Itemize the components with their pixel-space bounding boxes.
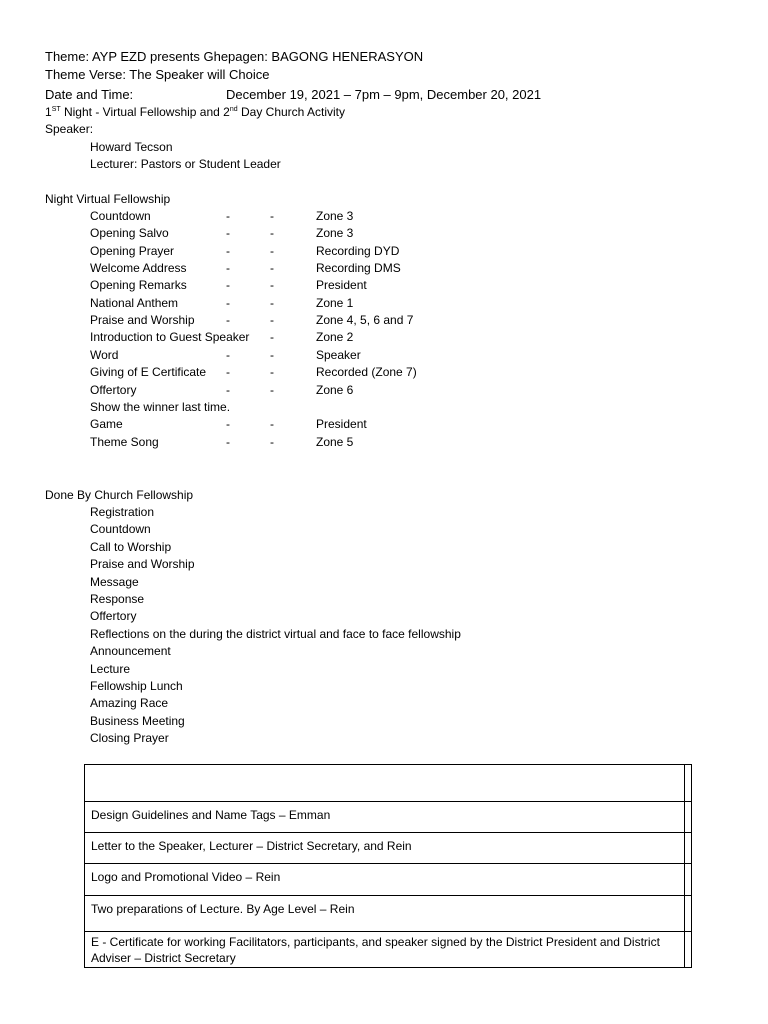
program-row xyxy=(0,312,768,329)
assignee-label: President xyxy=(316,278,367,293)
speaker-label: Speaker: xyxy=(45,122,94,136)
dash-separator: - xyxy=(270,209,274,223)
program-row xyxy=(0,277,768,294)
church-activity-item: Response xyxy=(90,592,145,606)
task-cell xyxy=(85,765,685,802)
dash-separator: - xyxy=(270,382,274,397)
dash-separator: - xyxy=(270,330,274,345)
church-activity-item: Fellowship Lunch xyxy=(90,679,183,693)
church-activity-item: Amazing Race xyxy=(90,696,169,711)
assignee-label: Zone 1 xyxy=(316,295,354,310)
task-cell xyxy=(85,932,685,968)
dash-separator: - xyxy=(226,313,230,328)
task-cell xyxy=(85,864,685,896)
task-text: Logo and Promotional Video – Rein xyxy=(91,870,281,884)
dash-separator: - xyxy=(270,434,274,449)
church-activity-item: Announcement xyxy=(90,644,171,659)
church-activity-item: Reflections on the during the district virtual and face to face fellowship xyxy=(90,626,461,641)
activity-label: National Anthem xyxy=(90,295,179,310)
activity-label: Opening Prayer xyxy=(90,243,175,258)
dash-separator: - xyxy=(270,295,274,310)
task-row xyxy=(85,896,692,932)
dash-separator: - xyxy=(270,417,274,432)
assignee-label: Zone 2 xyxy=(316,330,354,345)
night-prefix: 1 xyxy=(45,105,52,119)
lecturer-line: Lecturer: Pastors or Student Leader xyxy=(90,157,281,171)
assignee-label: Recording DMS xyxy=(316,261,401,276)
dash-separator: - xyxy=(226,209,230,223)
activity-label: Giving of E Certificate xyxy=(90,365,207,380)
task-row xyxy=(85,932,692,968)
night-superscript: ST xyxy=(51,106,61,113)
task-check-cell xyxy=(685,802,692,833)
program-row xyxy=(0,295,768,312)
theme-verse-line: Theme Verse: The Speaker will Choice xyxy=(45,67,270,82)
dash-separator: - xyxy=(226,434,230,449)
assignee-label: Recorded (Zone 7) xyxy=(316,365,417,380)
task-check-cell xyxy=(685,833,692,864)
task-text: Two preparations of Lecture. By Age Level – Rein xyxy=(91,902,355,916)
task-text: E - Certificate for working Facilitators, participants, and speaker signed by the District President and District Adviser – District Secretary xyxy=(91,935,660,965)
program-row xyxy=(0,329,768,346)
program-row xyxy=(0,347,768,364)
program-row xyxy=(0,382,768,399)
task-cell xyxy=(85,833,685,864)
task-row xyxy=(85,833,692,864)
program-row xyxy=(0,434,768,451)
church-activity-item: Countdown xyxy=(90,522,151,537)
assignee-label: Zone 4, 5, 6 and 7 xyxy=(316,313,414,328)
task-check-cell xyxy=(685,864,692,896)
task-cell xyxy=(85,896,685,932)
task-row xyxy=(85,802,692,833)
activity-label: Countdown xyxy=(90,209,151,223)
task-text: Design Guidelines and Name Tags – Emman xyxy=(91,808,331,822)
task-check-cell xyxy=(685,932,692,968)
night-mid: Night - Virtual Fellowship and 2 xyxy=(60,105,230,119)
activity-label: Welcome Address xyxy=(90,261,187,276)
speaker-name: Howard Tecson xyxy=(90,140,173,154)
program-row xyxy=(0,225,768,242)
date-value: December 19, 2021 – 7pm – 9pm, December 20, 2021 xyxy=(226,87,542,102)
dash-separator: - xyxy=(226,261,230,276)
dash-separator: - xyxy=(226,382,230,397)
church-fellowship-heading: Done By Church Fellowship xyxy=(45,488,194,502)
assignee-label: Zone 3 xyxy=(316,209,354,223)
dash-separator: - xyxy=(270,278,274,293)
church-activity-item: Message xyxy=(90,574,139,589)
dash-separator: - xyxy=(270,313,274,328)
program-row xyxy=(0,364,768,381)
dash-separator: - xyxy=(270,226,274,241)
dash-separator: - xyxy=(226,243,230,258)
dash-separator: - xyxy=(226,278,230,293)
task-row xyxy=(85,765,692,802)
activity-label: Theme Song xyxy=(90,434,159,449)
church-activity-item: Closing Prayer xyxy=(90,731,169,746)
dash-separator: - xyxy=(270,365,274,380)
assignee-label: Zone 5 xyxy=(316,434,354,449)
activity-label: Opening Salvo xyxy=(90,226,169,241)
task-row xyxy=(85,864,692,896)
dash-separator: - xyxy=(226,347,230,362)
activity-label: Word xyxy=(90,347,119,362)
activity-label: Praise and Worship xyxy=(90,313,195,328)
virtual-fellowship-heading: Night Virtual Fellowship xyxy=(45,192,171,206)
church-activity-item: Registration xyxy=(90,505,155,519)
church-activity-item: Praise and Worship xyxy=(90,557,195,572)
task-text: Letter to the Speaker, Lecturer – District Secretary, and Rein xyxy=(91,839,412,853)
assignee-label: Zone 6 xyxy=(316,382,354,397)
dash-separator: - xyxy=(270,261,274,276)
program-row xyxy=(0,243,768,260)
date-label: Date and Time: xyxy=(45,87,134,102)
church-activity-item: Business Meeting xyxy=(90,713,185,728)
task-check-cell xyxy=(685,896,692,932)
assignee-label: Recording DYD xyxy=(316,243,400,258)
task-cell xyxy=(85,802,685,833)
program-row xyxy=(0,208,768,225)
assignee-label: Zone 3 xyxy=(316,226,354,241)
activity-label: Show the winner last time. xyxy=(90,399,231,414)
activity-label: Game xyxy=(90,417,123,432)
activity-label: Opening Remarks xyxy=(90,278,187,293)
dash-separator: - xyxy=(226,295,230,310)
day-superscript: nd xyxy=(229,106,238,113)
assignee-label: President xyxy=(316,417,367,432)
tasks-table xyxy=(84,764,692,968)
dash-separator: - xyxy=(270,243,274,258)
assignee-label: Speaker xyxy=(316,347,361,362)
dash-separator: - xyxy=(226,365,230,380)
program-row xyxy=(0,399,768,416)
activity-label: Introduction to Guest Speaker xyxy=(90,330,250,345)
activity-label: Offertory xyxy=(90,382,137,397)
program-row xyxy=(0,416,768,433)
church-activity-item: Lecture xyxy=(90,661,131,676)
church-activity-item: Offertory xyxy=(90,609,137,624)
dash-separator: - xyxy=(226,226,230,241)
program-row xyxy=(0,260,768,277)
night-activity-line xyxy=(45,104,345,121)
dash-separator: - xyxy=(226,417,230,432)
dash-separator: - xyxy=(270,347,274,362)
night-suffix: Day Church Activity xyxy=(237,105,346,119)
theme-line: Theme: AYP EZD presents Ghepagen: BAGONG HENERASYON xyxy=(45,49,424,64)
church-activity-item: Call to Worship xyxy=(90,539,172,554)
task-check-cell xyxy=(685,765,692,802)
